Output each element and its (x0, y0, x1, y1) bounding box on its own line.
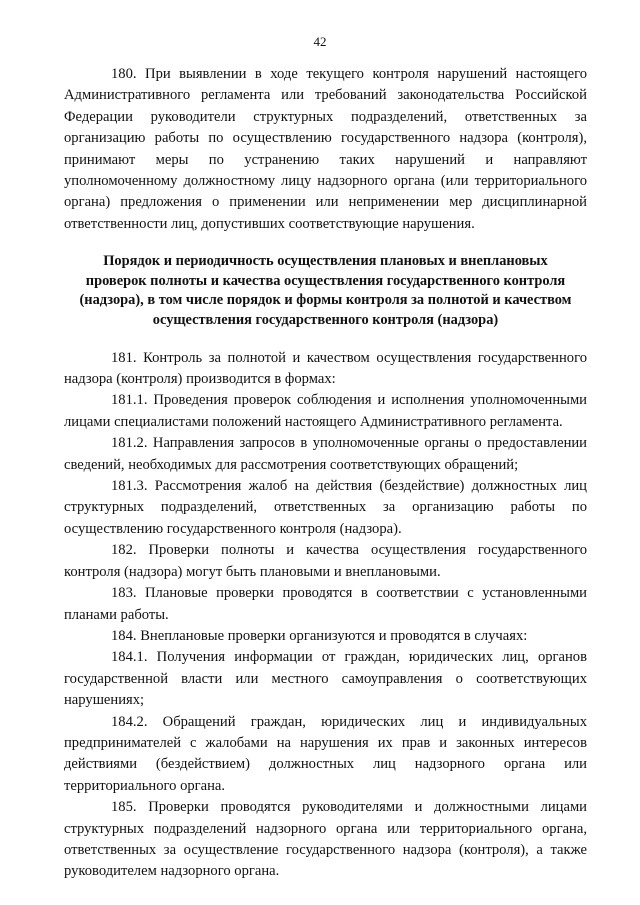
heading-line-3: (надзора), в том числе порядок и формы контроля за полнотой и качеством (79, 292, 572, 309)
paragraph-181-1: 181.1. Проведения проверок соблюдения и исполнения уполномоченными лицами специалистами положений настоящего Административного регламента. (64, 392, 587, 430)
page-number: 42 (313, 34, 327, 49)
paragraph-185: 185. Проверки проводятся руководителями и должностными лицами структурных подразделений надзорного органа или территориального органа, ответственных за осуществление государственного надзора (контроля), а также руководителем надзорного органа. (64, 799, 587, 880)
paragraph-182: 182. Проверки полноты и качества осуществления государственного контроля (надзора) могут быть плановыми и внеплановыми. (64, 542, 587, 580)
paragraph-181-3: 181.3. Рассмотрения жалоб на действия (бездействие) должностных лиц структурных подразделений, ответственных за организацию работы по осуществлению государственного контроля (надзора). (64, 478, 587, 537)
heading-line-2: проверок полноты и качества осуществления государственного контроля (85, 272, 566, 289)
paragraph-184-1: 184.1. Получения информации от граждан, юридических лиц, органов государственной власти или местного самоуправления о соответствующих нарушениях; (64, 649, 587, 709)
heading-line-1: Порядок и периодичность осуществления плановых и внеплановых (103, 253, 548, 270)
section-heading (64, 252, 587, 330)
heading-line-4: осуществления государственного контроля (надзора) (152, 312, 499, 329)
paragraph-180: 180. При выявлении в ходе текущего контроля нарушений настоящего Административного регламента или требований законодательства Российской Федерации руководители структурных подразделений, ответственных за организацию работы по осуществлению государственного надзора (контроля), принимают меры по устранению таких нарушений и направляют уполномоченному должностному лицу надзорного органа (или территориального органа) предложения о применении или неприменении мер дисциплинарной ответственности лиц, допустивших соответствующие нарушения. (64, 66, 587, 232)
paragraph-184: 184. Внеплановые проверки организуются и проводятся в случаях: (111, 627, 528, 644)
paragraph-184-2: 184.2. Обращений граждан, юридических лиц и индивидуальных предпринимателей с жалобами на нарушения их прав и законных интересов действиями (бездействием) должностных лиц надзорного органа или территориального органа. (64, 713, 587, 794)
paragraph-183: 183. Плановые проверки проводятся в соответствии с установленными планами работы. (64, 585, 587, 623)
paragraph-181-2: 181.2. Направления запросов в уполномоченные органы о предоставлении сведений, необходимых для рассмотрения соответствующих обращений; (64, 435, 587, 473)
document-body (64, 64, 587, 883)
paragraph-181: 181. Контроль за полнотой и качеством осуществления государственного надзора (контроля) производится в формах: (64, 349, 587, 388)
